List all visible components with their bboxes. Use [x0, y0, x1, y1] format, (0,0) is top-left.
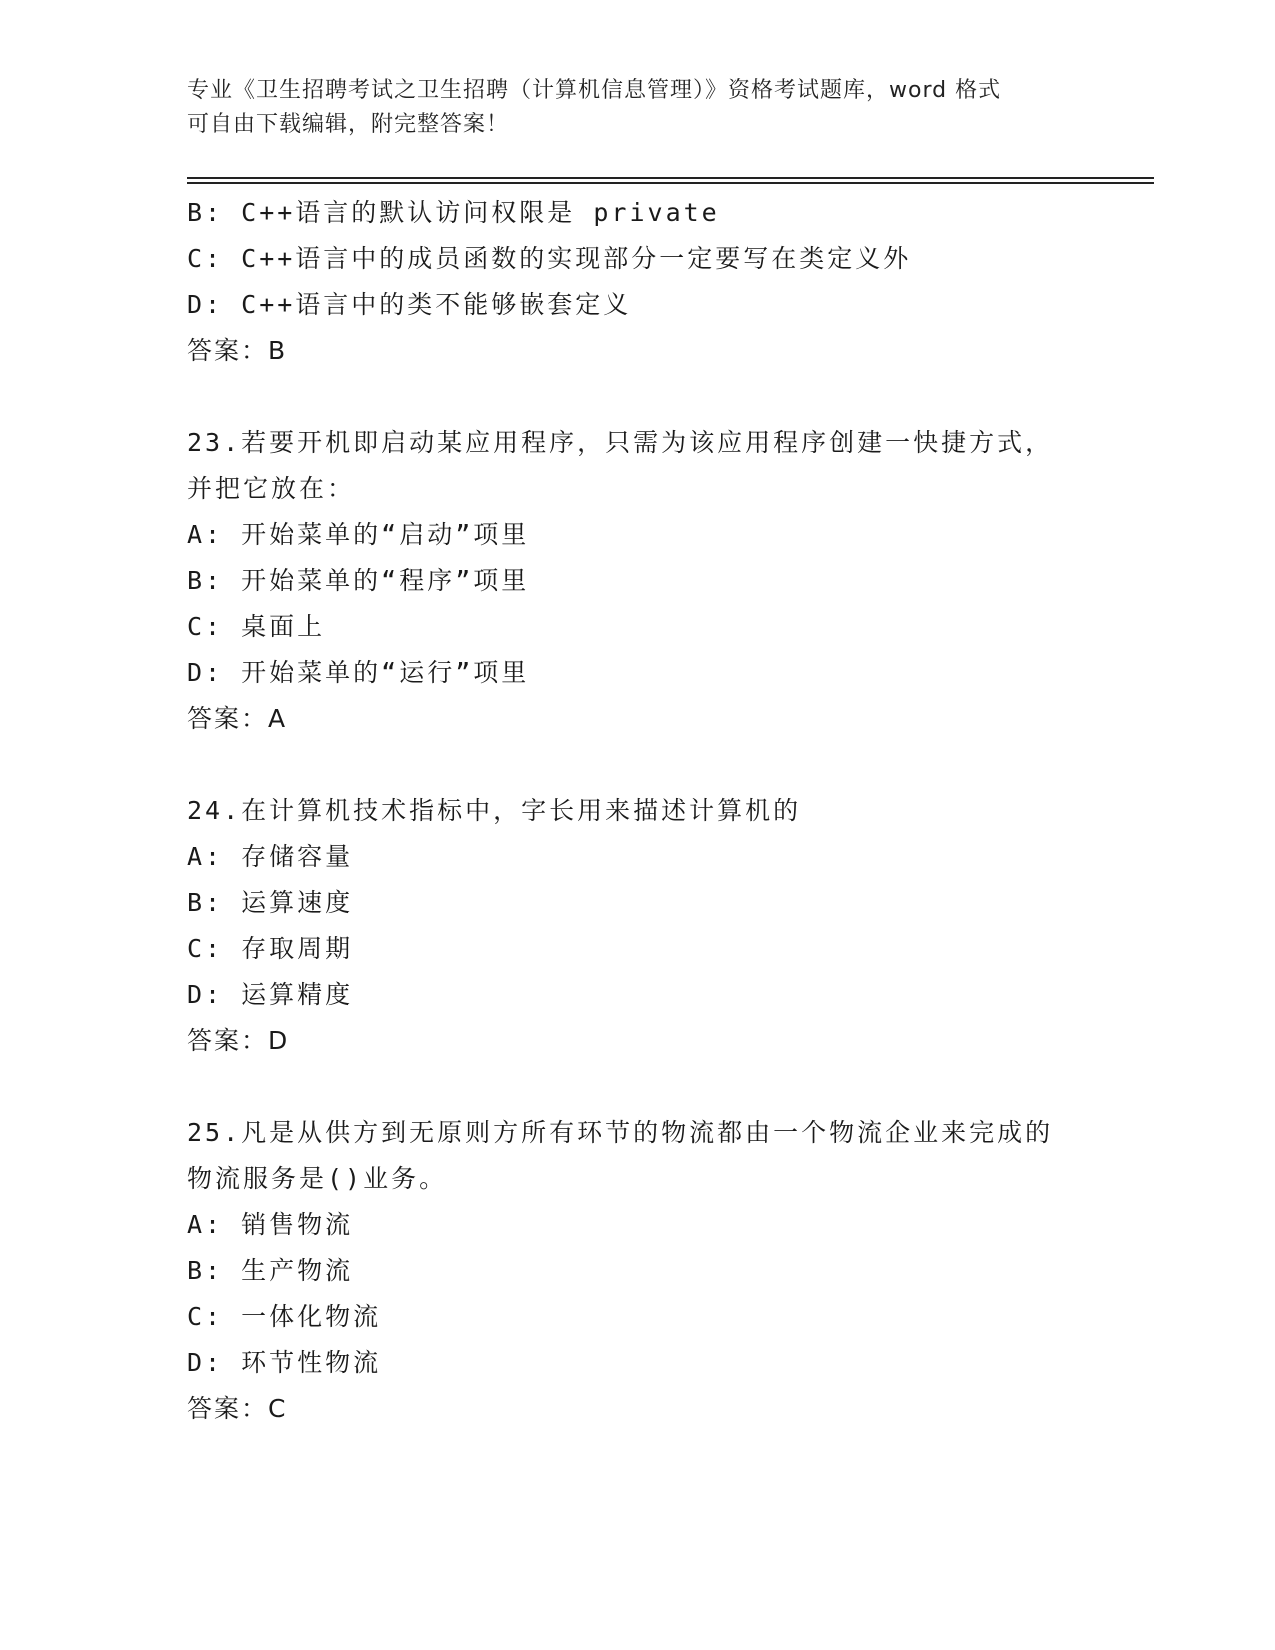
option-d: D: C++语言中的类不能够嵌套定义 [187, 290, 632, 319]
question-stem: 23.若要开机即启动某应用程序，只需为该应用程序创建一快捷方式， [187, 428, 1054, 457]
header-divider-bottom [187, 182, 1154, 184]
header-line-1: 专业《卫生招聘考试之卫生招聘（计算机信息管理）》资格考试题库，word 格式 [187, 78, 1002, 103]
question-stem-continued: 并把它放在： [187, 474, 356, 503]
option-a: A: 开始菜单的“启动”项里 [187, 520, 530, 549]
question-stem-continued: 物流服务是()业务。 [187, 1164, 448, 1193]
question-stem: 25.凡是从供方到无原则方所有环节的物流都由一个物流企业来完成的 [187, 1118, 1054, 1147]
header-line-2: 可自由下载编辑，附完整答案！ [187, 112, 510, 137]
option-b: B: 运算速度 [187, 888, 354, 917]
option-c: C: C++语言中的成员函数的实现部分一定要写在类定义外 [187, 244, 912, 273]
answer: 答案：C [187, 1394, 288, 1423]
option-d: D: 运算精度 [187, 980, 354, 1009]
question-24 [187, 788, 1087, 1064]
question-22 [187, 190, 1087, 374]
answer: 答案：D [187, 1026, 290, 1055]
document-header [187, 74, 1087, 142]
answer: 答案：A [187, 704, 288, 733]
option-b: B: C++语言的默认访问权限是 private [187, 198, 720, 227]
option-d: D: 开始菜单的“运行”项里 [187, 658, 530, 687]
header-divider-top [187, 177, 1154, 179]
option-c: C: 存取周期 [187, 934, 354, 963]
question-stem: 24.在计算机技术指标中，字长用来描述计算机的 [187, 796, 802, 825]
option-b: B: 生产物流 [187, 1256, 354, 1285]
spacer [187, 742, 1087, 788]
spacer [187, 1064, 1087, 1110]
question-list [187, 190, 1087, 1432]
answer: 答案：B [187, 336, 288, 365]
option-b: B: 开始菜单的“程序”项里 [187, 566, 530, 595]
option-a: A: 销售物流 [187, 1210, 354, 1239]
option-c: C: 桌面上 [187, 612, 326, 641]
question-25 [187, 1110, 1087, 1432]
question-23 [187, 420, 1087, 742]
spacer [187, 374, 1087, 420]
option-c: C: 一体化物流 [187, 1302, 382, 1331]
option-a: A: 存储容量 [187, 842, 354, 871]
option-d: D: 环节性物流 [187, 1348, 382, 1377]
